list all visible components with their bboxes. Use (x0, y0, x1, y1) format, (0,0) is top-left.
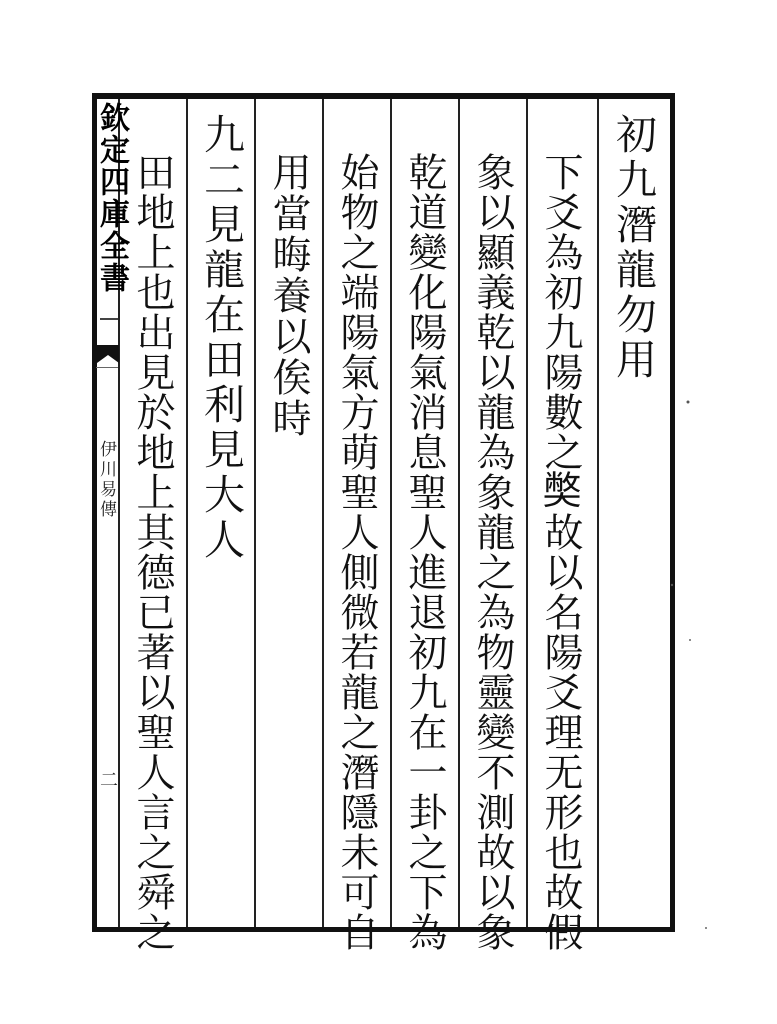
text-column: 始物之端陽氣方萌聖人側微若龍之潛隱未可自 (334, 152, 379, 952)
text-column: 下爻為初九陽數之𡚁故以名陽爻理无形也故假 (538, 152, 583, 952)
text-column: 象以顯義乾以龍為象龍之為物靈變不測故以象 (470, 152, 515, 952)
text-column: 用當晦養以俟時 (266, 152, 311, 439)
text-column-heading: 九二見龍在田利見大人 (197, 113, 245, 563)
text-column: 田地上也出見於地上其德已著以聖人言之舜之 (130, 152, 175, 952)
text-column: 乾道變化陽氣消息聖人進退初九在一卦之下為 (402, 152, 447, 952)
collection-title: 欽定四庫全書 (94, 102, 129, 294)
book-title: 伊川易傳 (96, 440, 116, 520)
text-column-heading: 初九潛龍勿用 (609, 113, 657, 383)
page-number: 二 (97, 770, 118, 788)
